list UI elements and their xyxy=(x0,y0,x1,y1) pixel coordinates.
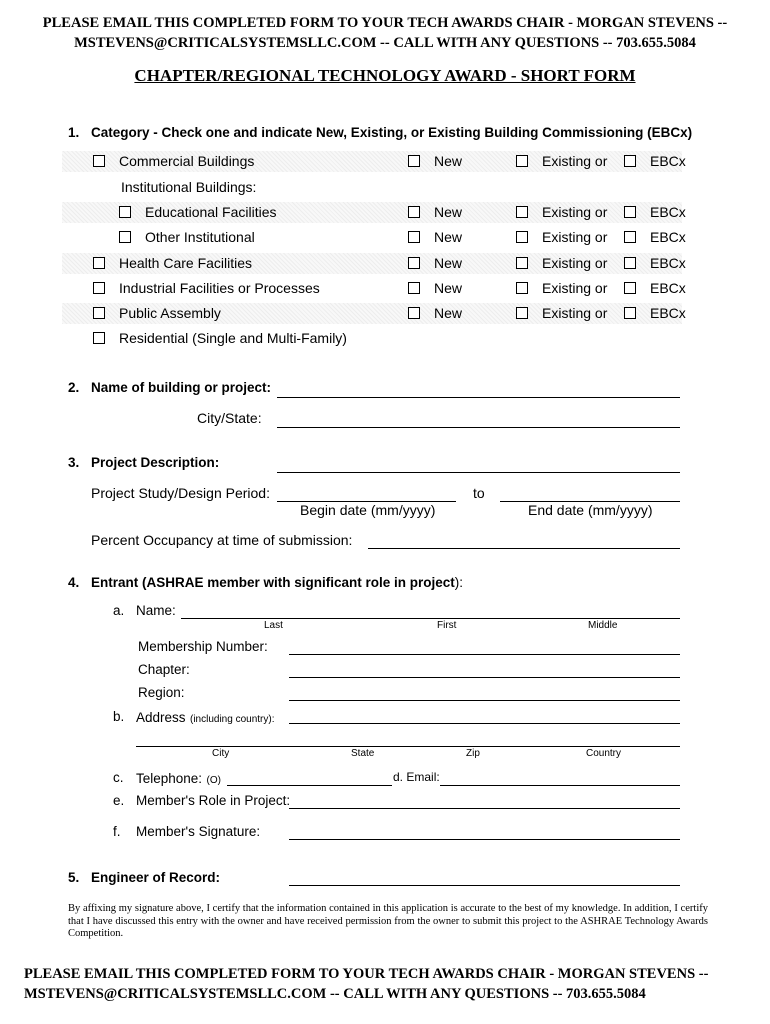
health-care-checkbox[interactable] xyxy=(93,257,105,269)
membership-label: Membership Number: xyxy=(138,639,268,654)
existing-label: Existing or xyxy=(542,153,608,169)
industrial-checkbox[interactable] xyxy=(93,282,105,294)
telephone-field[interactable] xyxy=(227,785,392,786)
commercial-buildings-label: Commercial Buildings xyxy=(119,153,255,169)
new-label: New xyxy=(434,305,463,321)
name-caption-first: First xyxy=(437,620,457,631)
footer-line-1: PLEASE EMAIL THIS COMPLETED FORM TO YOUR TECH AWARDS CHAIR - MORGAN STEVENS -- xyxy=(24,966,709,982)
email-label: Email: xyxy=(406,770,440,784)
section-1-number: 1. xyxy=(68,125,80,140)
address-caption-country: Country xyxy=(586,748,622,759)
ebcx-label: EBCx xyxy=(650,280,686,296)
health-care-new-checkbox[interactable] xyxy=(408,257,420,269)
new-label: New xyxy=(434,280,463,296)
new-label: New xyxy=(434,255,463,271)
certification-text: By affixing my signature above, I certify that the information contained in this application is accurate to the best of my knowledge. In addition, I certify that I have discussed this entry with the owner and have received permission from the owner to submit this project to the ASHRAE Technology Awards Competition. xyxy=(68,903,708,939)
ebcx-label: EBCx xyxy=(650,229,686,245)
other-institutional-existing-checkbox[interactable] xyxy=(516,231,528,243)
public-assembly-ebcx-checkbox[interactable] xyxy=(624,307,636,319)
address-caption-state: State xyxy=(351,748,375,759)
address-field[interactable] xyxy=(289,723,680,724)
ebcx-label: EBCx xyxy=(650,204,686,220)
new-label: New xyxy=(434,153,463,169)
chapter-label: Chapter: xyxy=(138,662,190,677)
health-care-ebcx-checkbox[interactable] xyxy=(624,257,636,269)
educational-facilities-checkbox[interactable] xyxy=(119,206,131,218)
section-5-number: 5. xyxy=(68,870,80,885)
section-3-number: 3. xyxy=(68,455,80,470)
item-a-marker: a. xyxy=(113,603,125,618)
existing-label: Existing or xyxy=(542,280,608,296)
section-1-heading: Category - Check one and indicate New, Existing, or Existing Building Commissioning (EBCx) xyxy=(91,125,693,140)
residential-label: Residential (Single and Multi-Family) xyxy=(119,330,347,346)
signature-label: Member's Signature: xyxy=(136,824,261,839)
educational-facilities-label: Educational Facilities xyxy=(145,204,277,220)
header-line-2: MSTEVENS@CRITICALSYSTEMSLLC.COM -- CALL WITH ANY QUESTIONS -- 703.655.5084 xyxy=(74,35,696,51)
public-assembly-existing-checkbox[interactable] xyxy=(516,307,528,319)
project-description-field[interactable] xyxy=(277,472,680,473)
ebcx-label: EBCx xyxy=(650,153,686,169)
item-b-marker: b. xyxy=(113,709,125,724)
name-caption-middle: Middle xyxy=(588,620,618,631)
educational-existing-checkbox[interactable] xyxy=(516,206,528,218)
project-name-label: Name of building or project: xyxy=(91,380,272,395)
role-label: Member's Role in Project: xyxy=(136,793,291,808)
end-date-caption: End date (mm/yyyy) xyxy=(528,502,653,518)
entrant-heading-rest: ): xyxy=(454,575,464,590)
item-c-marker: c. xyxy=(113,770,124,785)
public-assembly-new-checkbox[interactable] xyxy=(408,307,420,319)
educational-ebcx-checkbox[interactable] xyxy=(624,206,636,218)
address-city-field[interactable] xyxy=(136,746,680,747)
new-label: New xyxy=(434,229,463,245)
telephone-label-group xyxy=(136,770,221,788)
industrial-label: Industrial Facilities or Processes xyxy=(119,280,320,296)
engineer-of-record-field[interactable] xyxy=(289,885,680,886)
city-state-field[interactable] xyxy=(277,427,680,428)
name-label: Name: xyxy=(136,603,176,618)
existing-label: Existing or xyxy=(542,204,608,220)
ebcx-label: EBCx xyxy=(650,255,686,271)
role-field[interactable] xyxy=(289,808,680,809)
page-title: CHAPTER/REGIONAL TECHNOLOGY AWARD - SHORT FORM xyxy=(134,66,636,85)
region-label: Region: xyxy=(138,685,185,700)
item-e-marker: e. xyxy=(113,793,125,808)
address-note: (including country): xyxy=(189,714,275,725)
item-f-marker: f. xyxy=(113,824,121,839)
educational-new-checkbox[interactable] xyxy=(408,206,420,218)
ebcx-label: EBCx xyxy=(650,305,686,321)
other-institutional-ebcx-checkbox[interactable] xyxy=(624,231,636,243)
region-field[interactable] xyxy=(289,700,680,701)
project-description-label: Project Description: xyxy=(91,455,220,470)
section-4-number: 4. xyxy=(68,575,80,590)
telephone-label: Telephone: xyxy=(136,771,203,786)
begin-date-caption: Begin date (mm/yyyy) xyxy=(300,502,436,518)
email-field[interactable] xyxy=(440,785,680,786)
existing-label: Existing or xyxy=(542,255,608,271)
signature-field[interactable] xyxy=(289,839,680,840)
industrial-new-checkbox[interactable] xyxy=(408,282,420,294)
existing-label: Existing or xyxy=(542,229,608,245)
name-field[interactable] xyxy=(181,618,680,619)
commercial-ebcx-checkbox[interactable] xyxy=(624,155,636,167)
occupancy-label: Percent Occupancy at time of submission: xyxy=(91,532,353,548)
address-label: Address xyxy=(136,710,186,725)
entrant-heading-bold: Entrant (ASHRAE member with significant role in project xyxy=(91,575,455,590)
address-label-group xyxy=(136,709,274,727)
membership-field[interactable] xyxy=(289,654,680,655)
health-care-label: Health Care Facilities xyxy=(119,255,253,271)
public-assembly-checkbox[interactable] xyxy=(93,307,105,319)
other-institutional-checkbox[interactable] xyxy=(119,231,131,243)
existing-label: Existing or xyxy=(542,305,608,321)
section-2-number: 2. xyxy=(68,380,80,395)
occupancy-field[interactable] xyxy=(368,548,680,549)
commercial-buildings-checkbox[interactable] xyxy=(93,155,105,167)
item-d-marker: d. xyxy=(393,770,404,784)
email-label-group xyxy=(393,770,440,784)
study-period-label: Project Study/Design Period: xyxy=(91,485,270,501)
new-label: New xyxy=(434,204,463,220)
commercial-new-checkbox[interactable] xyxy=(408,155,420,167)
telephone-note: (O) xyxy=(206,775,221,786)
public-assembly-label: Public Assembly xyxy=(119,305,221,321)
commercial-existing-checkbox[interactable] xyxy=(516,155,528,167)
address-caption-zip: Zip xyxy=(466,748,480,759)
footer-line-2: MSTEVENS@CRITICALSYSTEMSLLC.COM -- CALL WITH ANY QUESTIONS -- 703.655.5084 xyxy=(24,986,646,1002)
name-caption-last: Last xyxy=(264,620,283,631)
chapter-field[interactable] xyxy=(289,677,680,678)
engineer-of-record-label: Engineer of Record: xyxy=(91,870,221,885)
health-care-existing-checkbox[interactable] xyxy=(516,257,528,269)
city-state-label: City/State: xyxy=(197,410,262,426)
other-institutional-label: Other Institutional xyxy=(145,229,255,245)
header-line-1: PLEASE EMAIL THIS COMPLETED FORM TO YOUR TECH AWARDS CHAIR - MORGAN STEVENS -- xyxy=(42,15,728,31)
other-institutional-new-checkbox[interactable] xyxy=(408,231,420,243)
industrial-existing-checkbox[interactable] xyxy=(516,282,528,294)
institutional-buildings-heading: Institutional Buildings: xyxy=(121,179,257,195)
address-caption-city: City xyxy=(212,748,230,759)
residential-checkbox[interactable] xyxy=(93,332,105,344)
to-label: to xyxy=(473,485,485,501)
industrial-ebcx-checkbox[interactable] xyxy=(624,282,636,294)
entrant-heading xyxy=(91,575,463,590)
project-name-field[interactable] xyxy=(277,397,680,398)
